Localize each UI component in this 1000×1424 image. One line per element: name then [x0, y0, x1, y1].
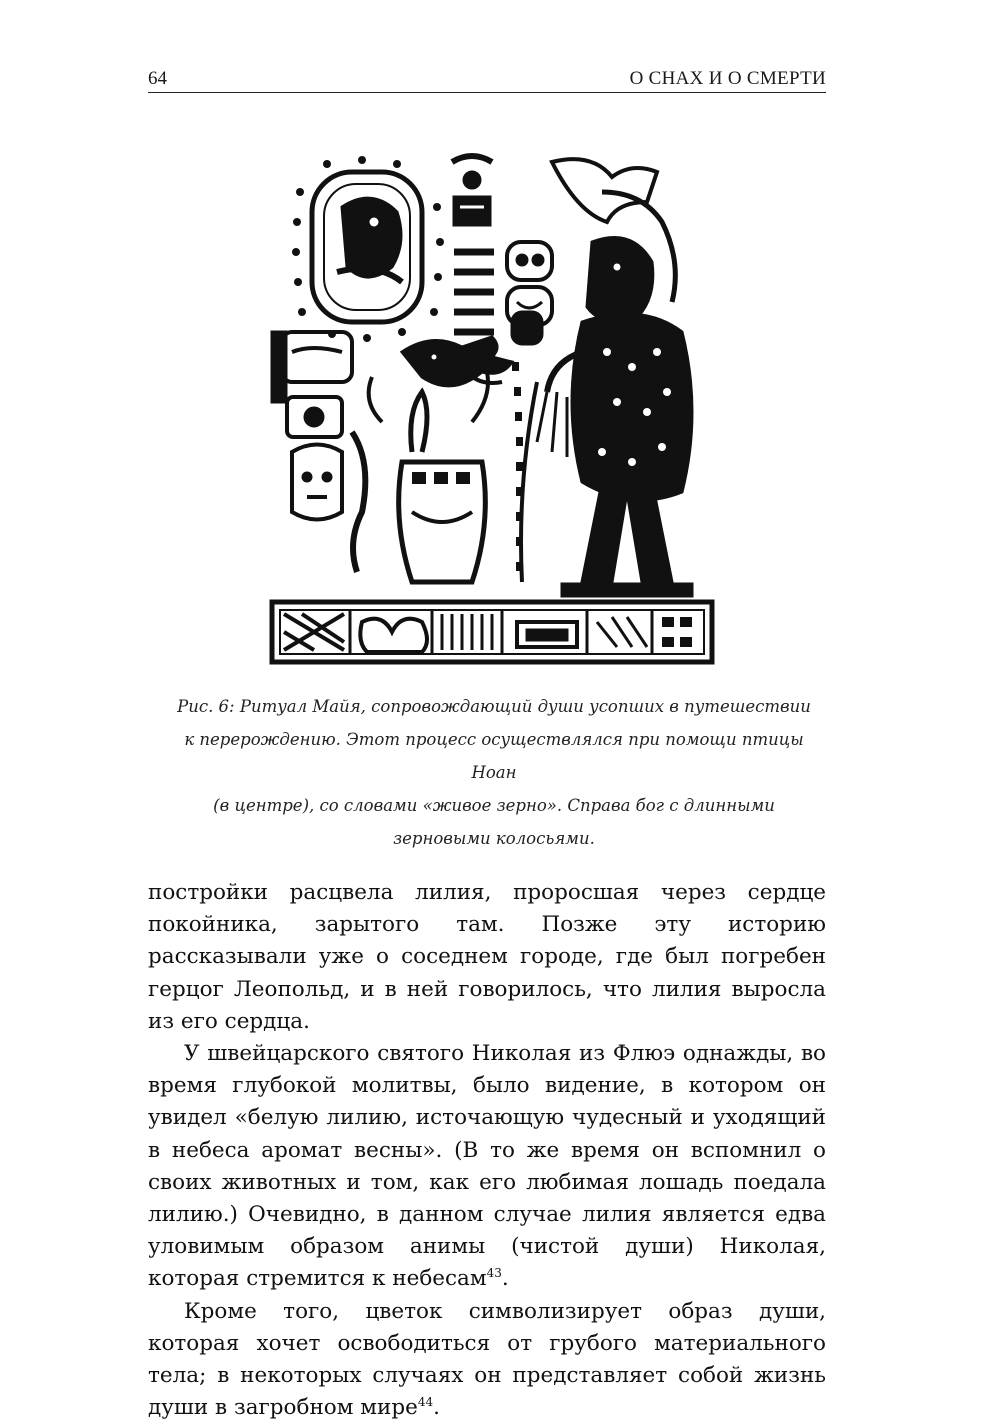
paragraph-3-text: Кроме того, цветок символизирует образ души, которая хочет освободиться от грубого материального тела; в некоторых случаях он представляет собой жизнь души в загробном мире [148, 1298, 826, 1421]
maya-codex-illustration [262, 152, 720, 668]
body-text [148, 877, 826, 1424]
paragraph-3 [148, 1296, 826, 1424]
caption-line: к перерождению. Этот процесс осуществлялся при помощи птицы Ноан [184, 730, 804, 782]
paragraph-1: постройки расцвела лилия, проросшая через сердце покойника, зарытого там. Позже эту историю рассказывали уже о соседнем городе, где был погребен герцог Леопольд, и в ней говорилось, что лилия выросла из его сердца. [148, 880, 826, 1034]
caption-line: (в центре), со словами «живое зерно». Справа бог с длинными [213, 796, 775, 815]
running-title: О СНАХ И О СМЕРТИ [629, 68, 826, 89]
caption-line: зерновыми колосьями. [393, 829, 595, 848]
paragraph-2 [148, 1038, 826, 1296]
caption-line: Рис. 6: Ритуал Майя, сопровождающий души усопших в путешествии [177, 697, 811, 716]
figure-caption [160, 690, 828, 855]
footnote-ref-44: 44 [417, 1395, 434, 1410]
paragraph-2-text: У швейцарского святого Николая из Флюэ однажды, во время глубокой молитвы, было видение, в котором он увидел «белую лилию, источающую чудесный и уходящий в небеса аромат весны». (В то же время он вспомнил о своих животных и том, как его любимая лошадь поедала лилию.) Очевидно, в данном случае лилия является едва уловимым образом анимы (чистой души) Николая, которая стремится к небесам [148, 1041, 826, 1292]
footnote-ref-43: 43 [486, 1266, 502, 1281]
paragraph-3-end: . [433, 1395, 440, 1421]
paragraph-2-end: . [501, 1266, 509, 1292]
page-number: 64 [148, 68, 167, 89]
maya-codex-figure [262, 152, 720, 668]
running-header [148, 62, 826, 93]
